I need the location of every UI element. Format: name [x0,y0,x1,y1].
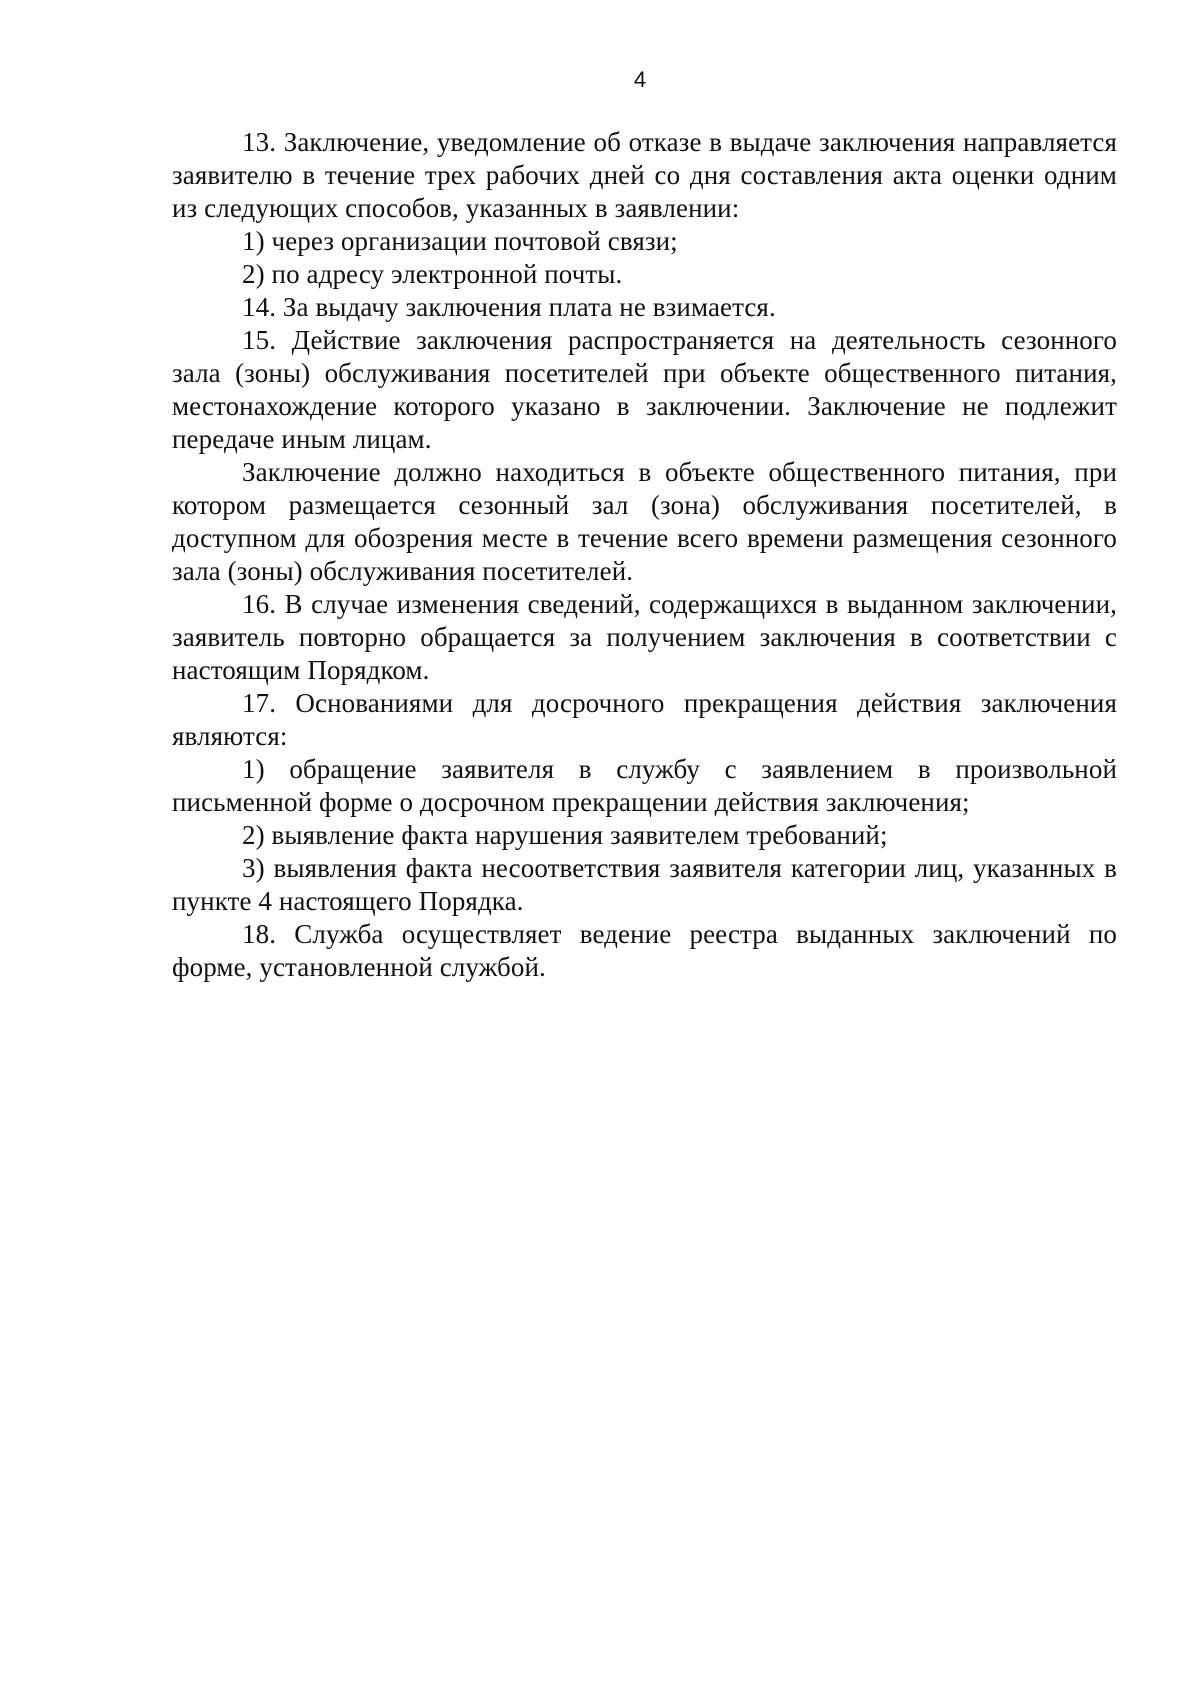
paragraph-14: 14. За выдачу заключения плата не взимается. [242,292,776,322]
paragraph-15-continued: Заключение должно находиться в объекте общественного питания, при котором размещается сезонный зал (зона) обслуживания посетителей, в доступном для обозрения месте в течение всего времени размещения сезонного зала (зоны) обслуживания посетителей. [172,457,1117,586]
document-body [172,126,1117,984]
paragraph-16: 16. В случае изменения сведений, содержащихся в выданном заключении, заявитель повторно обращается за получением заключения в соответствии с настоящим Порядком. [172,589,1117,685]
paragraph-15: 15. Действие заключения распространяется на деятельность сезонного зала (зоны) обслуживания посетителей при объекте общественного питания, местонахождение которого указано в заключении. Заключение не подлежит передаче иным лицам. [172,325,1117,454]
list-item-appeal: 1) обращение заявителя в службу с заявлением в произвольной письменной форме о досрочном прекращении действия заключения; [172,754,1117,817]
list-item-postal: 1) через организации почтовой связи; [242,226,678,256]
paragraph-17: 17. Основаниями для досрочного прекращения действия заключения являются: [172,688,1117,751]
list-item-email: 2) по адресу электронной почты. [242,259,623,289]
page-number: 4 [633,67,647,92]
paragraph-18: 18. Служба осуществляет ведение реестра выданных заключений по форме, установленной службой. [172,919,1117,982]
list-item-mismatch: 3) выявления факта несоответствия заявителя категории лиц, указанных в пункте 4 настоящего Порядка. [172,853,1117,916]
paragraph-13: 13. Заключение, уведомление об отказе в выдаче заключения направляется заявителю в течение трех рабочих дней со дня составления акта оценки одним из следующих способов, указанных в заявлении: [172,127,1117,223]
list-item-violation: 2) выявление факта нарушения заявителем требований; [242,820,888,850]
